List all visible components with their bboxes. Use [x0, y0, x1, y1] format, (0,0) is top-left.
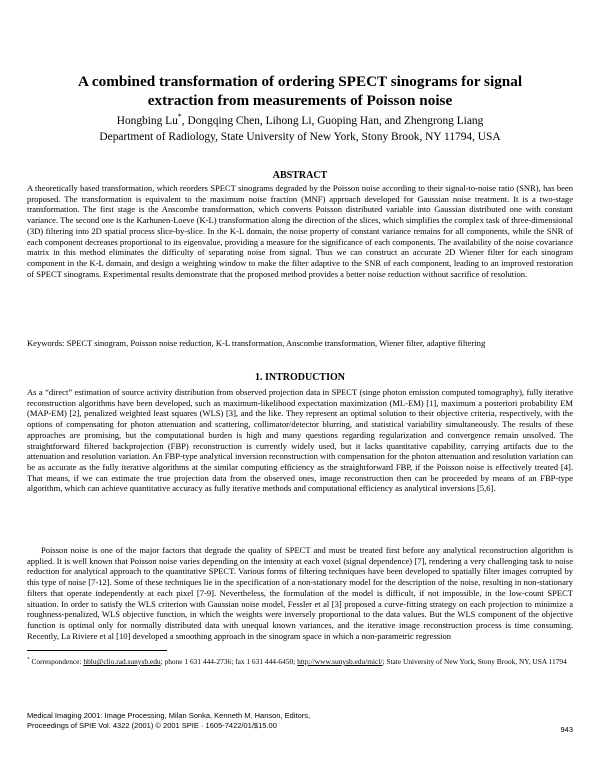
footnote-address: ; State University of New York, Stony Brook, NY, USA 11794 — [382, 657, 567, 666]
other-authors: , Dongqing Chen, Lihong Li, Guoping Han, and Zhengrong Liang — [181, 115, 484, 127]
paper-title — [40, 72, 560, 110]
website-link[interactable]: http://www.sunysb.edu/micl/ — [297, 657, 383, 666]
first-author: Hongbing Lu — [116, 115, 178, 127]
footnote-phone: ; phone 1 631 444-2736; fax 1 631 444-6450; — [160, 657, 298, 666]
author-list — [40, 114, 560, 129]
footer-line-1: Medical Imaging 2001: Image Processing, Milan Sonka, Kenneth M. Hanson, Editors, — [27, 711, 311, 720]
introduction-heading: 1. INTRODUCTION — [254, 372, 345, 383]
email-link[interactable]: hblu@clio.rad.sunysb.edu — [83, 657, 161, 666]
title-line-2: extraction from measurements of Poisson noise — [147, 92, 453, 109]
footnote — [27, 657, 573, 668]
footnote-label: Correspondence: — [29, 657, 84, 666]
affiliation: Department of Radiology, State University of New York, Stony Brook, NY 11794, USA — [99, 131, 501, 143]
footnote-rule — [27, 650, 167, 651]
abstract-heading: ABSTRACT — [272, 170, 328, 181]
abstract-text: A theoretically based transformation, which reorders SPECT sinograms degraded by the Poisson noise according to their signal-to-noise ratio (SNR), has been proposed. The transformation is equivalent to the maximum noise fraction (MNF) approach developed for Gaussian noise treatment. It is a two-stage transformation. The first stage is the Anscombe transformation, which converts Poisson distributed variable into Gaussian distributed one with constant variance. The second one is the Karhunen-Loeve (K-L) transformation along the direction of the slices, which simplifies the complex task of three-dimensional (3D) filtering into 2D spatial process slice-by-slice. In the K-L domain, the noise property of constant variance remains for all components, while the SNR of each component decreases proportional to its eigenvalue, providing a measure for the significance of each components. The availability of the noise covariance matrix in this method eliminates the difficulty of separating noise from signal. Thus we can construct an accurate 2D Wiener filter for each sinogram component in the K-L domain, and design a weighting window to make the filter adaptive to the SNR of each component, leading to an improved restoration of SPECT sinograms. Experimental results demonstrate that the proposed method provides a better noise reduction without sacrifice of resolution. — [27, 183, 573, 279]
intro-paragraph-1: As a “direct” estimation of source activity distribution from observed projection data in SPECT (singe photon emission computed tomography), fully iterative reconstruction algorithms have been developed, such as maximum-likelihood expectation maximization (ML-EM) [1], maximum a posteriori probability EM (MAP-EM) [2], penalized weighted least squares (WLS) [3], and the like. They represent an optimal solution to their objective criteria, respectively, with the options of compensating for photon attenuation and scattering, collimator/detector blurring, and statistical variability simultaneously. The results of these approaches are promising, but the computational burden is high and many questions regarding regularization and convergence remain unsolved. The straightforward filtered backprojection (FBP) reconstruction is currently widely used, but it lacks quantitative capability, carrying artifacts due to the attenuation and resolution variation. An FBP-type analytical inversion reconstruction with compensation for the photon attenuation and resolution variation can be as accurate as the fully iterative algorithms at the similar computing efficiency as the straightforward FBP, if the Poisson noise is effectively treated [4]. That means, if we can estimate the true projection data from the observed ones, image reconstruction then can be proceeded by means of an FBP-type algorithm, which can achieve quantitative accuracy as fully iterative methods and computational efficiency as analytical inversions [5,6]. — [27, 387, 573, 494]
page-number: 943 — [560, 725, 573, 734]
corresponding-mark: * — [177, 112, 182, 122]
proceedings-footer — [27, 711, 573, 731]
footer-line-2: Proceedings of SPIE Vol. 4322 (2001) © 2001 SPIE · 1605-7422/01/$15.00 — [27, 721, 277, 730]
intro-paragraph-2: Poisson noise is one of the major factors that degrade the quality of SPECT and must be treated first before any analytical reconstruction algorithm is applied. It is well known that Poisson noise varies depending on the intensity at each voxel (signal dependence) [7], rendering a very challenging task to noise reduction for analytical approach to the quantitative SPECT. Various forms of filtering techniques have been developed to spatially filter images corrupted by this type of noise [7-12]. Some of these techniques lie in the specification of a non-stationary model for the description of the noise, resulting in non-stationary filters that operate independently at each pixel [7-9]. Nevertheless, the formulation of the model is difficult, if not impossible, in the low-count SPECT situation. In order to satisfy the WLS criterion with Gaussian noise model, Fessler et al [3] proposed a curve-fitting strategy on each projection to minimize a roughness-penalized, WLS objective function, in which the weights were inversely proportional to the data values. But the WLS component of the objective function is optimal only for normally distributed data with unequal known variances, and the iterative image reconstruction process is time consuming. Recently, La Riviere et al [10] developed a smoothing approach in the sinogram space in which a non-parametric regression — [27, 545, 573, 641]
footnote-mark: * — [27, 656, 30, 663]
keywords: Keywords: SPECT sinogram, Poisson noise reduction, K-L transformation, Anscombe transformation, Wiener filter, adaptive filtering — [27, 338, 486, 348]
title-line-1: A combined transformation of ordering SPECT sinograms for signal — [77, 73, 523, 90]
